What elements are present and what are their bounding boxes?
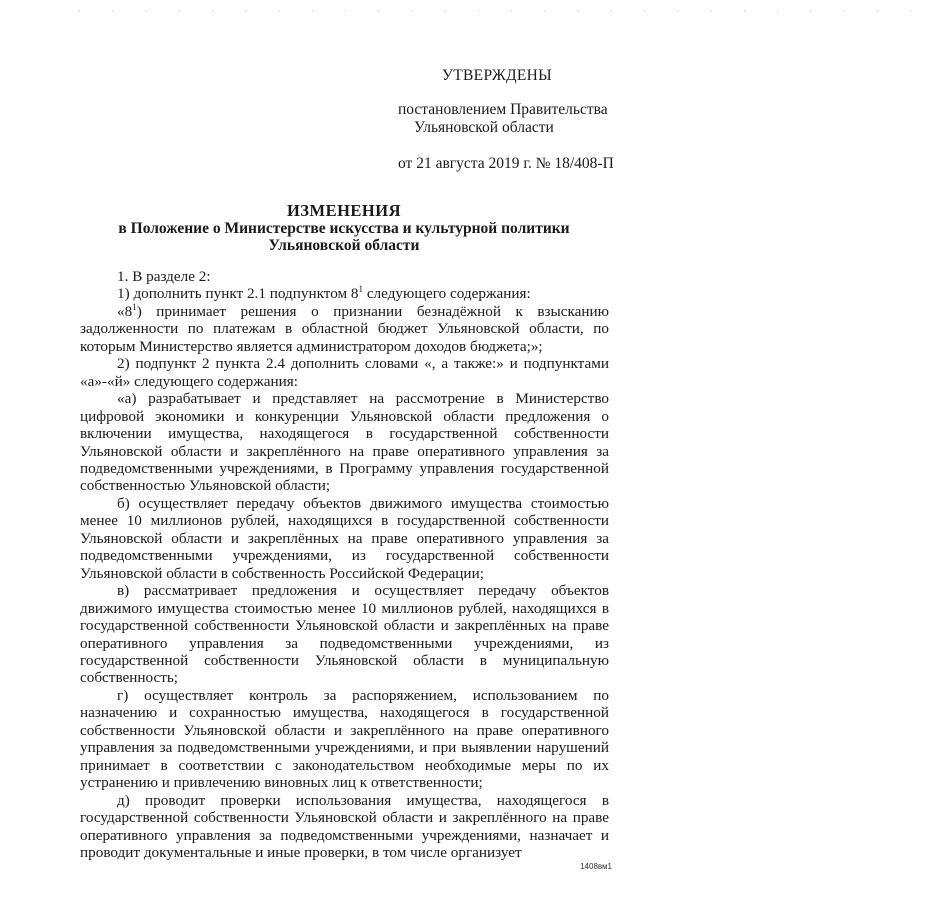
heading-subtitle-line1: в Положение о Министерстве искусства и культурной политики — [118, 219, 570, 237]
footer-document-code: 1408вм1 — [580, 862, 612, 871]
approval-date: от 21 августа 2019 г. № 18/408-П — [398, 155, 614, 172]
paragraph-subitem-b: б) осуществляет передачу объектов движимого имущества стоимостью менее 10 миллионов рублей, находящихся в государственной собственности Ульяновской области и закреплённых на праве оперативного управления за подведомственными учреждениями, из государственной собственности Ульяновской области в собственность Российской Федерации; — [80, 494, 609, 582]
paragraph-subitem-a: «а) разрабатывает и представляет на рассмотрение в Министерство цифровой экономики и конкуренции Ульяновской области предложения о включении имущества, находящегося в государственной собственности Ульяновской области и закреплённого на праве оперативного управления за подведомственными учреждениями, в Программу управления государственной собственностью Ульяновской области; — [80, 390, 609, 495]
subitem-prefix: «8 — [117, 302, 133, 320]
paragraph-subitem-v: в) рассматривает предложения и осуществляет передачу объектов движимого имущества стоимостью менее 10 миллионов рублей, находящихся в государственной собственности Ульяновской области и закреплённых на праве оперативного управления за подведомственными учреждениями, из государственной собственности Ульяновской области в муниципальную собственность; — [80, 582, 609, 687]
approval-stamp — [388, 67, 628, 173]
paragraph-item-1-tail: следующего содержания: — [363, 285, 531, 303]
paragraph-item-1-text: 1) дополнить пункт 2.1 подпунктом 8 — [117, 285, 359, 303]
approval-authority-line1: постановлением Правительства — [398, 101, 608, 118]
superscript: 1 — [358, 284, 364, 295]
approval-title: УТВЕРЖДЕНЫ — [442, 67, 552, 84]
superscript: 1 — [132, 301, 137, 312]
heading-subtitle-line2: Ульяновской области — [268, 237, 420, 254]
paragraph-item-1 — [80, 285, 609, 302]
approval-authority-line2: Ульяновской области — [414, 119, 554, 136]
paragraph-section: 1. В разделе 2: — [117, 268, 211, 285]
approval-authority — [388, 101, 628, 137]
scan-edge-marks: · · · · · · · · · · · · · · · · · · · · · · · · · · — [78, 6, 926, 16]
paragraph-item-2: 2) подпункт 2 пункта 2.4 дополнить словами «, а также:» и подпунктами «а»-«й» следующего содержания: — [80, 355, 609, 390]
paragraph-subitem-d: д) проводит проверки использования имущества, находящегося в государственной собственности Ульяновской области и закреплённого на праве оперативного управления за подведомственными учреждениями, назначает и проводит документальные и иные проверки, в том числе организует — [80, 791, 609, 861]
document-body — [80, 268, 609, 861]
document-heading — [80, 202, 608, 255]
subitem-text: ) принимает решения о признании безнадёжной к взысканию задолженности по платежам в областной бюджет Ульяновской области, по которым Министерство является администратором доходов бюджета;»; — [80, 302, 609, 355]
paragraph-subitem-8-1 — [80, 303, 609, 355]
heading-title: ИЗМЕНЕНИЯ — [286, 201, 402, 220]
paragraph-subitem-g: г) осуществляет контроль за распоряжением, использованием по назначению и сохранностью имущества, находящегося в государственной собственности Ульяновской области и закреплённого на праве оперативного управления за подведомственными учреждениями, и при выявлении нарушений принимает в соответствии с законодательством необходимые меры по их устранению и привлечению виновных лиц к ответственности; — [80, 686, 609, 792]
